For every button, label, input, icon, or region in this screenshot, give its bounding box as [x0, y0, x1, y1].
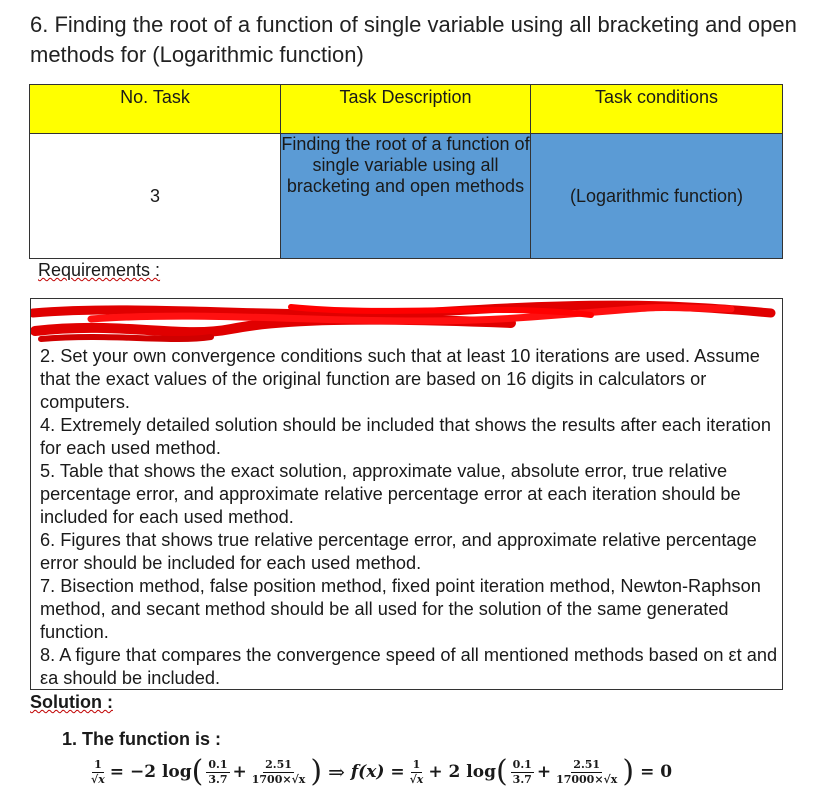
- requirement-item: 5. Table that shows the exact solution, approximate value, absolute error, true relative percentage error, and approximate relative percentage error at each iteration should be included for each used method.: [40, 461, 741, 527]
- task-conditions-cell: (Logarithmic function): [531, 134, 783, 259]
- task-table: [29, 84, 783, 259]
- equals-zero: = 0: [640, 762, 673, 782]
- paren-close-2: ): [622, 754, 635, 789]
- term1-fraction: $\frac{0.1}{3.7}$: [208, 757, 228, 786]
- solution-heading: Solution :: [30, 692, 113, 712]
- requirement-item: 6. Figures that shows true relative percentage error, and approximate relative percentage error should be included for each used method.: [40, 530, 757, 573]
- requirements-list: [40, 299, 778, 690]
- requirement-item: 4. Extremely detailed solution should be included that shows the results after each iteration for each used method.: [40, 415, 771, 458]
- task-number-cell: 3: [30, 134, 281, 259]
- function-equation: $\frac{1}{√x}$ = −2 log ( $\frac{0.1}{3.7}$ + $\frac{2.51}{1700\times√x}$ ) ⇒ f(x) = $\frac{1}{√x}$ + 2 log ( $\frac{0.1}{3.7}$ + $\frac{2.51}{17000\times√x}$ ) = 0: [91, 754, 673, 789]
- lhs-fraction: $\frac{1}{√x}$: [91, 757, 105, 786]
- paren-close: ): [310, 754, 323, 789]
- equals-neg-log: = −2 log: [109, 762, 192, 782]
- requirement-item: 2. Set your own convergence conditions such that at least 10 iterations are used. Assume that the exact values of the original function are based on 16 digits in calculators or computers.: [40, 346, 760, 412]
- header-task-conditions: Task conditions: [531, 85, 783, 134]
- header-no-task: No. Task: [30, 85, 281, 134]
- function-heading: 1. The function is :: [62, 729, 222, 749]
- plus-log: + 2 log: [428, 762, 496, 782]
- implies-arrow: ⇒: [328, 760, 345, 784]
- term4-fraction: $\frac{2.51}{17000\times√x}$: [556, 757, 618, 786]
- rhs-fraction: $\frac{1}{√x}$: [409, 757, 424, 786]
- paren-open: (: [191, 754, 204, 789]
- task-description-cell: Finding the root of a function of single variable using all bracketing and open methods: [281, 134, 531, 259]
- table-row: [30, 134, 783, 259]
- requirement-item: 7. Bisection method, false position method, fixed point iteration method, Newton-Raphson method, and secant method should be all used for the solution of the same generated function.: [40, 576, 761, 642]
- term2-fraction: $\frac{2.51}{1700\times√x}$: [251, 757, 306, 786]
- red-redaction-scribble: [31, 299, 782, 349]
- page-title: 6. Finding the root of a function of single variable using all bracketing and open methods for (Logarithmic function): [30, 12, 797, 67]
- requirements-heading: Requirements :: [38, 260, 161, 280]
- requirements-box: [30, 298, 783, 690]
- header-task-description: Task Description: [281, 85, 531, 134]
- requirement-item: 8. A figure that compares the convergence speed of all mentioned methods based on εt and εa should be included.: [40, 645, 778, 688]
- table-header-row: [30, 85, 783, 134]
- f-of-x: f(x) =: [350, 762, 405, 782]
- term3-fraction: $\frac{0.1}{3.7}$: [512, 757, 532, 786]
- paren-open-2: (: [495, 754, 508, 789]
